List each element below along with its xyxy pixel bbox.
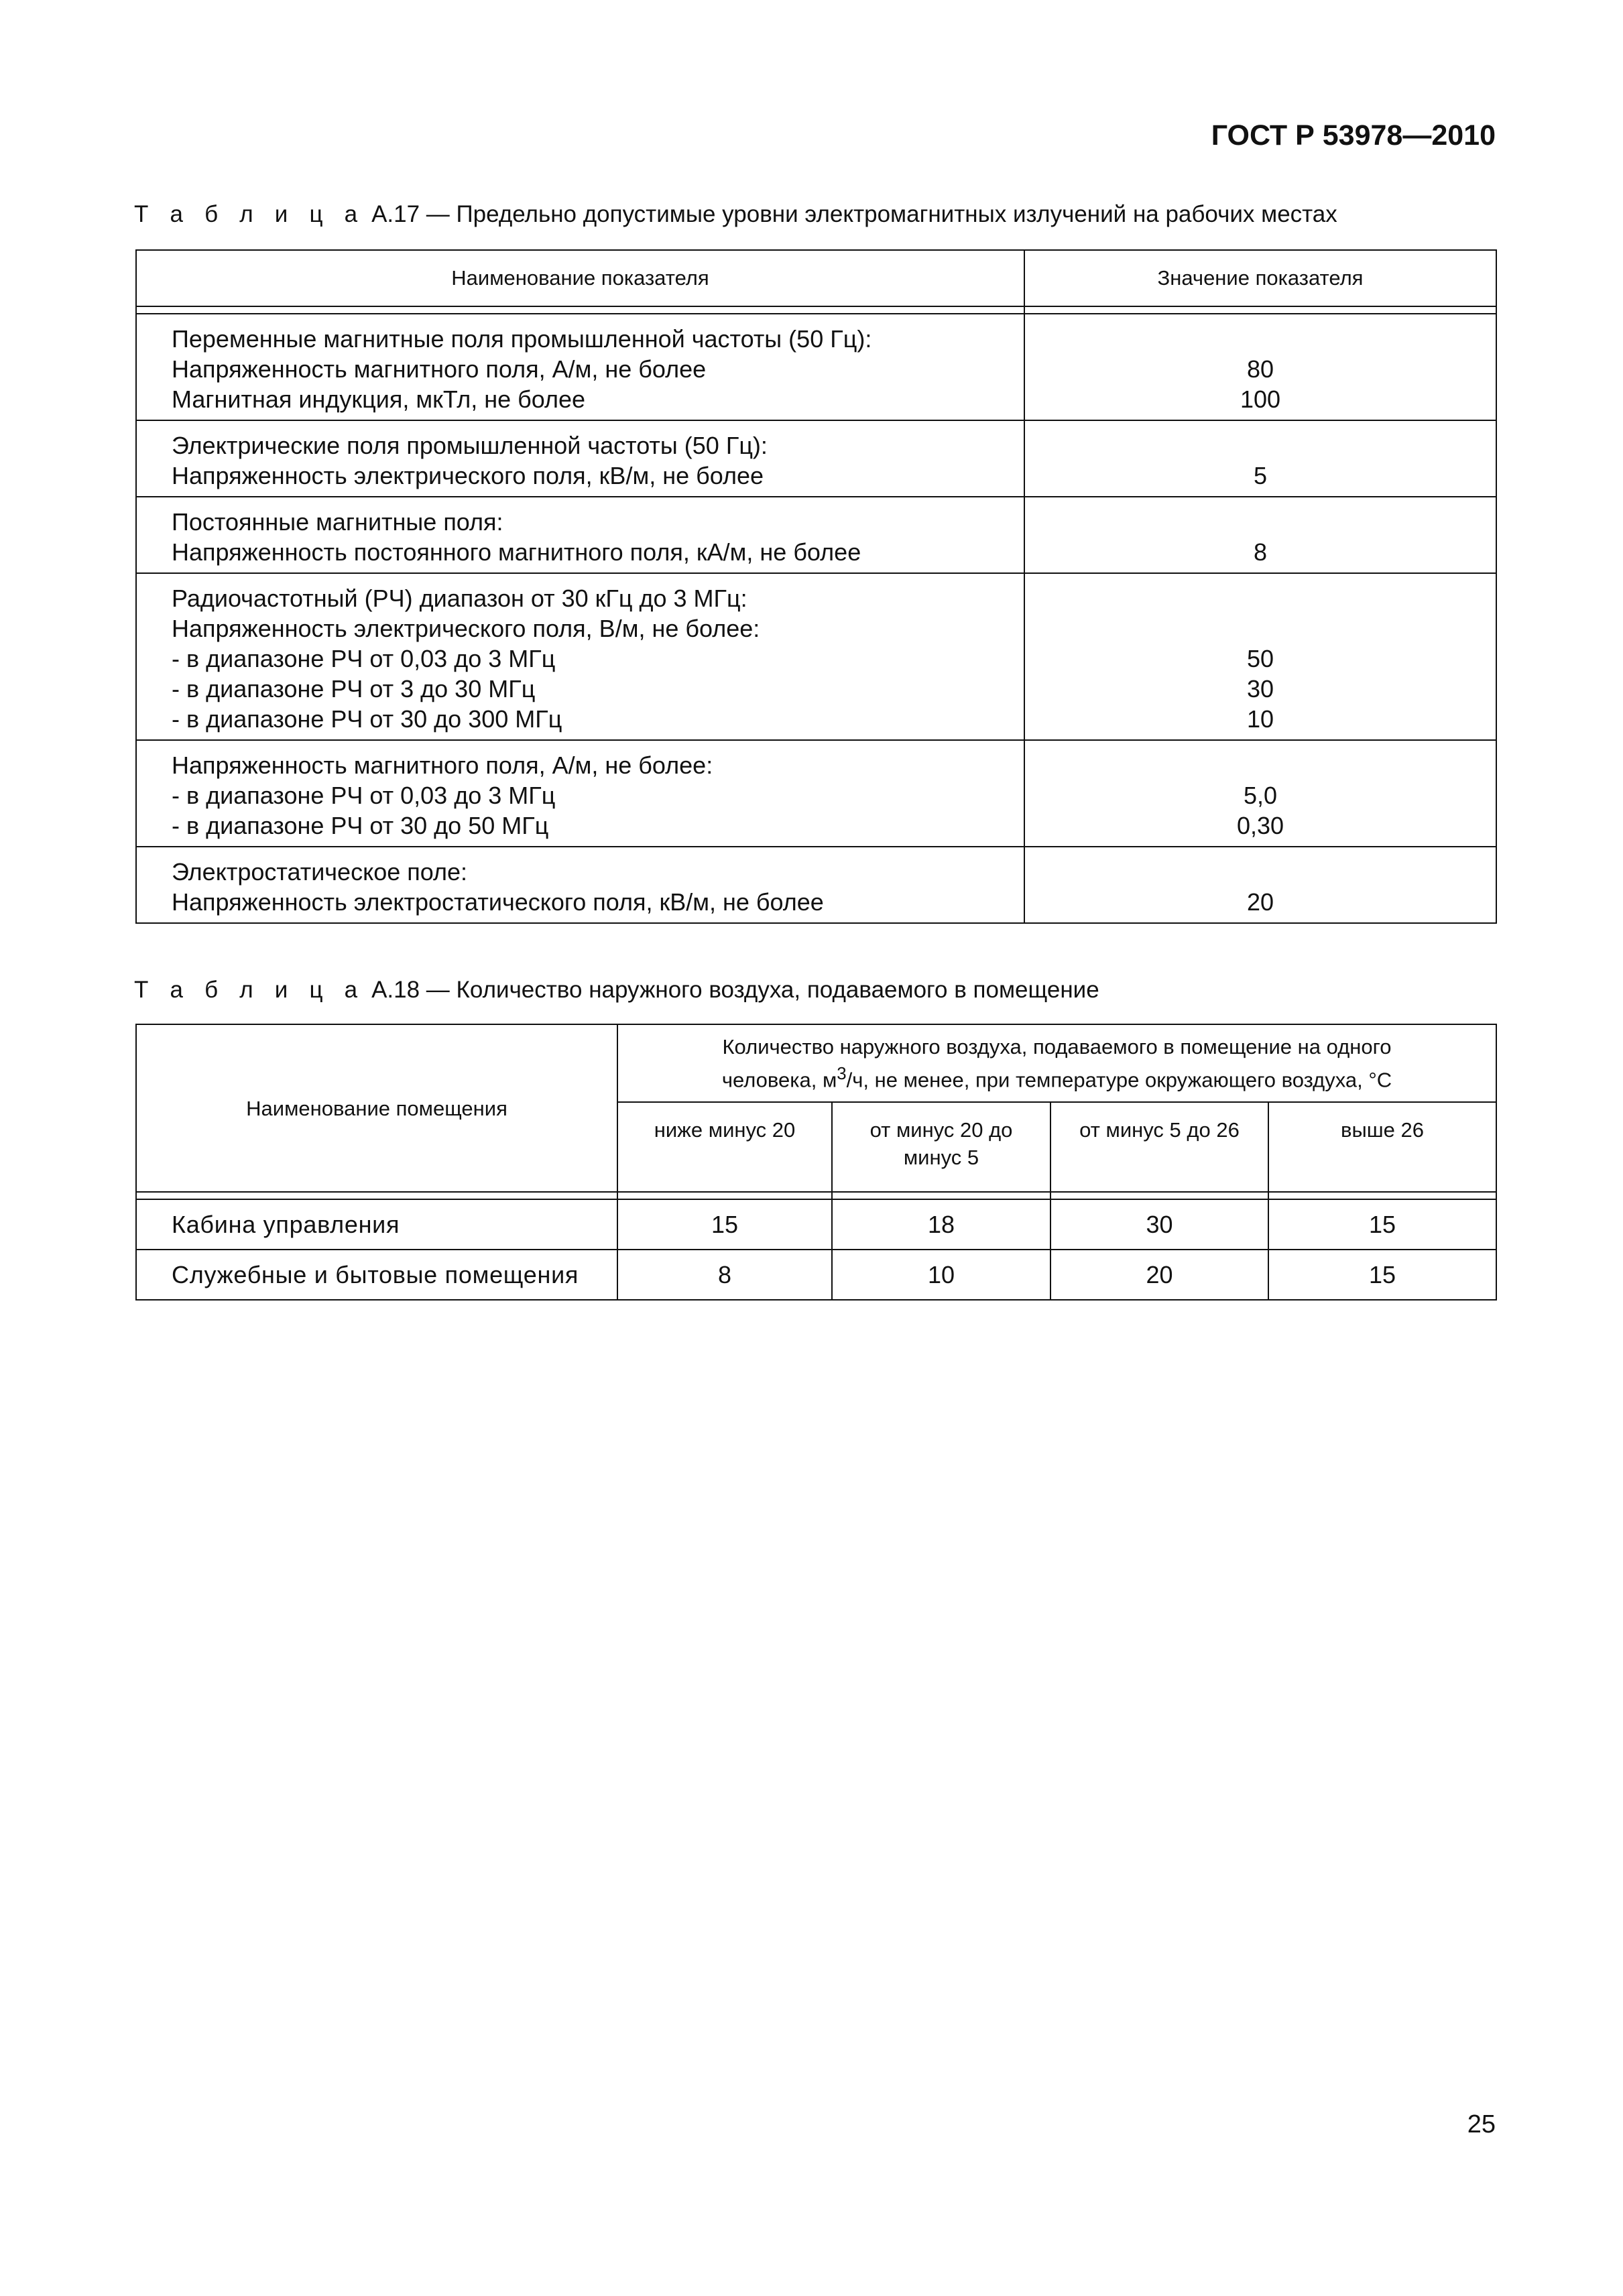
temp-header-line: ниже минус 20 <box>654 1118 796 1142</box>
indicator-line: Напряженность магнитного поля, А/м, не более: <box>172 751 713 779</box>
group-header-text: /ч, не менее, при температуре окружающего воздуха, °С <box>846 1068 1392 1092</box>
value-cell: 18 <box>832 1199 1050 1250</box>
table-row <box>136 314 1496 420</box>
temp-header-line: от минус 5 до 26 <box>1079 1118 1240 1142</box>
column-header-temp <box>832 1102 1050 1192</box>
indicator-line: Напряженность постоянного магнитного поля, кА/м, не более <box>172 538 861 566</box>
value-cell: 8 <box>617 1250 832 1300</box>
table-row <box>136 740 1496 847</box>
column-header-value: Значение показателя <box>1024 250 1496 306</box>
value-line: 80 <box>1246 355 1274 383</box>
value-line <box>1025 324 1496 354</box>
value-line: 8 <box>1253 538 1268 566</box>
value-line: 0,30 <box>1236 812 1284 839</box>
indicator-line: Переменные магнитные поля промышленной частоты (50 Гц): <box>172 325 872 353</box>
value-cell: 20 <box>1050 1250 1268 1300</box>
caption-label: Т а б л и ц а <box>134 977 365 1003</box>
value-cell <box>1024 847 1496 923</box>
indicator-line: - в диапазоне РЧ от 30 до 300 МГц <box>172 705 562 733</box>
indicator-line: Напряженность магнитного поля, А/м, не более <box>172 355 707 383</box>
value-line <box>1025 507 1496 537</box>
value-cell: 30 <box>1050 1199 1268 1250</box>
value-line <box>1025 583 1496 613</box>
indicator-line: - в диапазоне РЧ от 3 до 30 МГц <box>172 675 536 703</box>
table-a17 <box>135 249 1497 924</box>
indicator-cell <box>136 740 1024 847</box>
indicator-line: Электростатическое поле: <box>172 858 468 886</box>
value-line: 5,0 <box>1243 782 1278 809</box>
room-cell: Кабина управления <box>136 1199 617 1250</box>
value-cell <box>1024 573 1496 740</box>
table-row <box>136 1199 1496 1250</box>
indicator-line: - в диапазоне РЧ от 0,03 до 3 МГц <box>172 645 556 672</box>
indicator-line: Напряженность электрического поля, В/м, не более: <box>172 615 760 642</box>
value-line: 50 <box>1246 645 1274 672</box>
column-header-room: Наименование помещения <box>136 1024 617 1192</box>
group-header-line <box>618 1061 1496 1093</box>
table-row <box>136 573 1496 740</box>
value-line <box>1025 430 1496 461</box>
value-line: 10 <box>1246 705 1274 733</box>
temp-header-line: выше 26 <box>1341 1118 1424 1142</box>
value-cell <box>1024 314 1496 420</box>
table-a17-caption <box>134 201 1337 228</box>
table-row <box>136 420 1496 497</box>
caption-text: А.17 — Предельно допустимые уровни электромагнитных излучений на рабочих местах <box>371 201 1337 227</box>
caption-text: А.18 — Количество наружного воздуха, подаваемого в помещение <box>371 977 1099 1003</box>
room-cell: Служебные и бытовые помещения <box>136 1250 617 1300</box>
indicator-line: - в диапазоне РЧ от 30 до 50 МГц <box>172 812 549 839</box>
column-header-temp <box>617 1102 832 1192</box>
indicator-line: - в диапазоне РЧ от 0,03 до 3 МГц <box>172 782 556 809</box>
table-row <box>136 497 1496 573</box>
value-cell: 15 <box>617 1199 832 1250</box>
table-row <box>136 847 1496 923</box>
column-header-indicator: Наименование показателя <box>136 250 1024 306</box>
indicator-line: Магнитная индукция, мкТл, не более <box>172 385 586 413</box>
value-cell <box>1024 420 1496 497</box>
value-line <box>1025 613 1496 644</box>
indicator-line: Радиочастотный (РЧ) диапазон от 30 кГц до 3 МГц: <box>172 585 747 612</box>
indicator-cell <box>136 420 1024 497</box>
value-cell: 15 <box>1268 1199 1496 1250</box>
temp-header-line: от минус 20 до <box>869 1118 1013 1142</box>
column-header-temp <box>1268 1102 1496 1192</box>
indicator-line: Напряженность электростатического поля, кВ/м, не более <box>172 888 824 916</box>
table-a18-caption <box>134 977 1099 1004</box>
document-code: ГОСТ Р 53978—2010 <box>1211 119 1496 152</box>
table-row <box>136 1250 1496 1300</box>
column-group-header <box>617 1024 1496 1102</box>
column-header-temp <box>1050 1102 1268 1192</box>
value-cell: 15 <box>1268 1250 1496 1300</box>
table-a18 <box>135 1024 1497 1301</box>
indicator-line: Напряженность электрического поля, кВ/м, не более <box>172 462 764 489</box>
indicator-cell <box>136 573 1024 740</box>
page-number: 25 <box>1467 2110 1496 2138</box>
indicator-cell <box>136 497 1024 573</box>
value-line <box>1025 750 1496 780</box>
superscript: 3 <box>837 1064 847 1083</box>
indicator-line: Электрические поля промышленной частоты (50 Гц): <box>172 432 768 459</box>
indicator-cell <box>136 314 1024 420</box>
value-line: 5 <box>1253 462 1268 489</box>
temp-header-line: минус 5 <box>903 1146 979 1169</box>
indicator-cell <box>136 847 1024 923</box>
value-line: 20 <box>1246 888 1274 916</box>
value-line: 100 <box>1240 385 1281 413</box>
indicator-line: Постоянные магнитные поля: <box>172 508 503 536</box>
group-header-line: Количество наружного воздуха, подаваемого в помещение на одного <box>722 1034 1392 1059</box>
value-cell <box>1024 497 1496 573</box>
group-header-text: человека, м <box>721 1068 837 1092</box>
value-cell: 10 <box>832 1250 1050 1300</box>
value-line <box>1025 857 1496 887</box>
value-line: 30 <box>1246 675 1274 703</box>
caption-label: Т а б л и ц а <box>134 201 365 227</box>
value-cell <box>1024 740 1496 847</box>
